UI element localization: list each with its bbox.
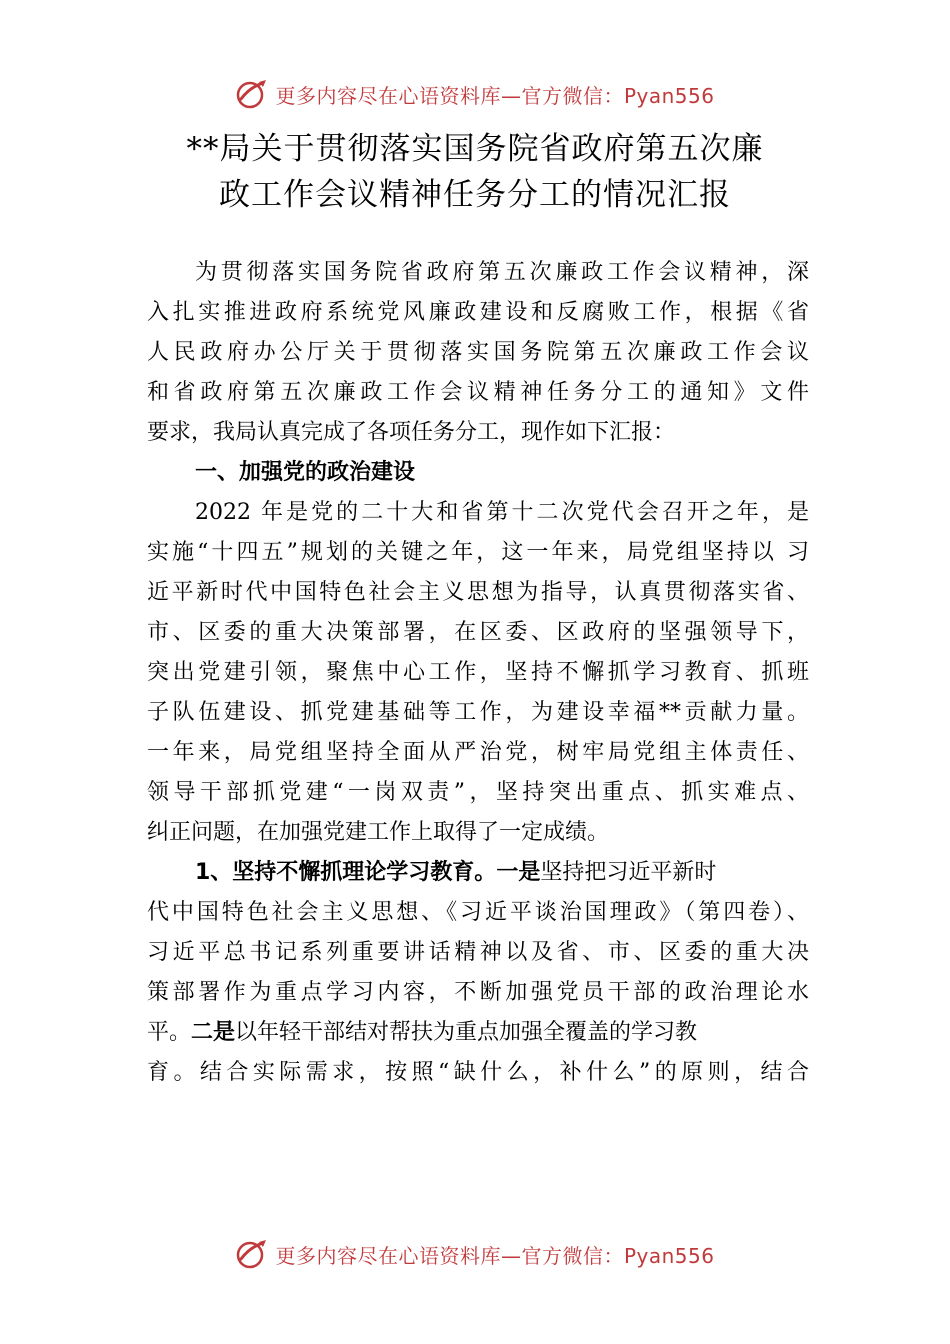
intro-line: 要求，我局认真完成了各项任务分工，现作如下汇报： [147,420,676,445]
paragraph-line: 2022 年是党的二十大和省第十二次党代会召开之年，是 [195,500,809,525]
item-1-marker-one: 一是 [496,860,541,885]
paragraph-line: 一年来，局党组坚持全面从严治党，树牢局党组主体责任、 [147,740,809,765]
paragraph-line: 近平新时代中国特色社会主义思想为指导，认真贯彻落实省、 [147,580,809,605]
watermark-logo-icon [235,77,269,111]
paragraph-line: 育。结合实际需求，按照“缺什么，补什么”的原则，结合 [147,1060,809,1085]
title-line-2: 政工作会议精神任务分工的情况汇报 [219,177,731,213]
item-1-line5-pre: 平。 [147,1020,192,1045]
item-1-first-line [147,853,809,893]
item-1-marker-two: 二是 [191,1020,236,1045]
paragraph-line: 纠正问题，在加强党建工作上取得了一定成绩。 [147,820,610,845]
intro-line: 入扎实推进政府系统党风廉政建设和反腐败工作，根据《省 [147,300,809,325]
title-line-1: **局关于贯彻落实国务院省政府第五次廉 [186,131,764,167]
paragraph-line: 领导干部抓党建“一岗双责”，坚持突出重点、抓实难点、 [147,780,809,805]
section-heading: 一、加强党的政治建设 [195,460,416,485]
watermark-logo-icon [235,1237,269,1271]
paragraph-line: 实施“十四五”规划的关键之年，这一年来，局党组坚持以 习 [147,540,809,565]
item-1-line5-rest: 以年轻干部结对帮扶为重点加强全覆盖的学习教 [235,1020,698,1045]
watermark-header [0,74,950,114]
watermark-footer [0,1234,950,1274]
item-1-title: 1、坚持不懈抓理论学习教育。 [195,860,497,885]
watermark-text: 更多内容尽在心语资料库—官方微信：Pyan556 [275,83,715,108]
intro-line: 和省政府第五次廉政工作会议精神任务分工的通知》文件 [147,380,809,405]
paragraph-line: 习近平总书记系列重要讲话精神以及省、市、区委的重大决 [147,940,809,965]
document-body [147,253,809,1093]
paragraph-line: 市、区委的重大决策部署，在区委、区政府的坚强领导下， [147,620,809,645]
item-1-first-rest: 坚持把习近平新时 [540,860,717,885]
document-title [0,126,950,218]
intro-line: 人民政府办公厅关于贯彻落实国务院第五次廉政工作会议 [147,340,809,365]
item-1-line-5 [147,1013,809,1053]
paragraph-line: 突出党建引领，聚焦中心工作，坚持不懈抓学习教育、抓班 [147,660,809,685]
paragraph-line: 子队伍建设、抓党建基础等工作，为建设幸福**贡献力量。 [147,700,809,725]
paragraph-line: 策部署作为重点学习内容，不断加强党员干部的政治理论水 [147,980,809,1005]
paragraph-line: 代中国特色社会主义思想、《习近平谈治国理政》（第四卷）、 [147,900,809,925]
watermark-text: 更多内容尽在心语资料库—官方微信：Pyan556 [275,1243,715,1268]
intro-line: 为贯彻落实国务院省政府第五次廉政工作会议精神，深 [195,260,809,285]
